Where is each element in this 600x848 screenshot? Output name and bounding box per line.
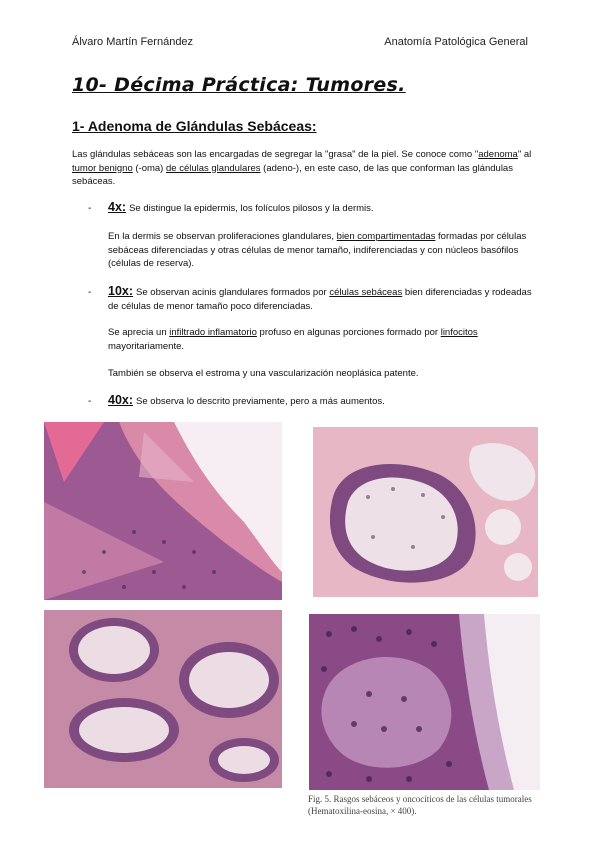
item-4x-detail: En la dermis se observan proliferaciones glandulares, bien compartimentadas formadas por células sebáceas diferenciadas y otras células de menor tamaño, indiferenciadas y con núcleos basófilos (células de reserva). — [108, 231, 527, 269]
header-author: Álvaro Martín Fernández — [72, 36, 194, 48]
term-tumor-benigno: tumor benigno — [72, 162, 133, 174]
magnification-10x: 10x: — [108, 284, 134, 298]
term-celulas-glandulares: de células glandulares — [165, 162, 261, 174]
item-10x-stroma: También se observa el estroma y una vascularización neoplásica patente. — [108, 368, 419, 379]
section-heading: 1- Adenoma de Glándulas Sebáceas: — [72, 118, 317, 134]
histology-10x-image-top — [313, 427, 538, 597]
item-10x: 10x: Se observan acinis glandulares formados por células sebáceas bien diferenciadas y rodeadas de células de menor tamaño poco diferenciadas. — [108, 284, 532, 312]
term-adenoma: adenoma — [478, 149, 518, 160]
bullet-4x: - — [88, 203, 92, 214]
figure-caption: Fig. 5. Rasgos sebáceos y oncocíticos de las células tumorales (Hematoxilina-eosina, × 400). — [308, 794, 532, 816]
magnification-40x: 40x: — [108, 393, 134, 407]
intro-paragraph: Las glándulas sebáceas son las encargadas de segregar la "grasa" de la piel. Se conoce como "adenoma" al tumor benigno (-oma) de células glandulares (adeno-), en este caso, de las que conforman las glándulas sebáceas. — [72, 149, 532, 187]
histology-10x-image-bottom — [44, 610, 282, 788]
item-4x: 4x: Se distingue la epidermis, los folículos pilosos y la dermis. — [108, 200, 374, 214]
item-40x: 40x: Se observa lo descrito previamente, pero a más aumentos. — [108, 393, 385, 407]
histology-40x-image — [309, 614, 540, 790]
header-course: Anatomía Patológica General — [384, 36, 528, 48]
magnification-4x: 4x: — [108, 200, 127, 214]
page-title: 10- Décima Práctica: Tumores. — [72, 74, 406, 96]
histology-4x-image — [44, 422, 282, 600]
bullet-40x: - — [88, 396, 92, 407]
item-10x-detail: Se aprecia un infiltrado inflamatorio profuso en algunas porciones formado por linfocitos mayoritariamente. — [108, 327, 478, 352]
bullet-10x: - — [88, 287, 92, 298]
